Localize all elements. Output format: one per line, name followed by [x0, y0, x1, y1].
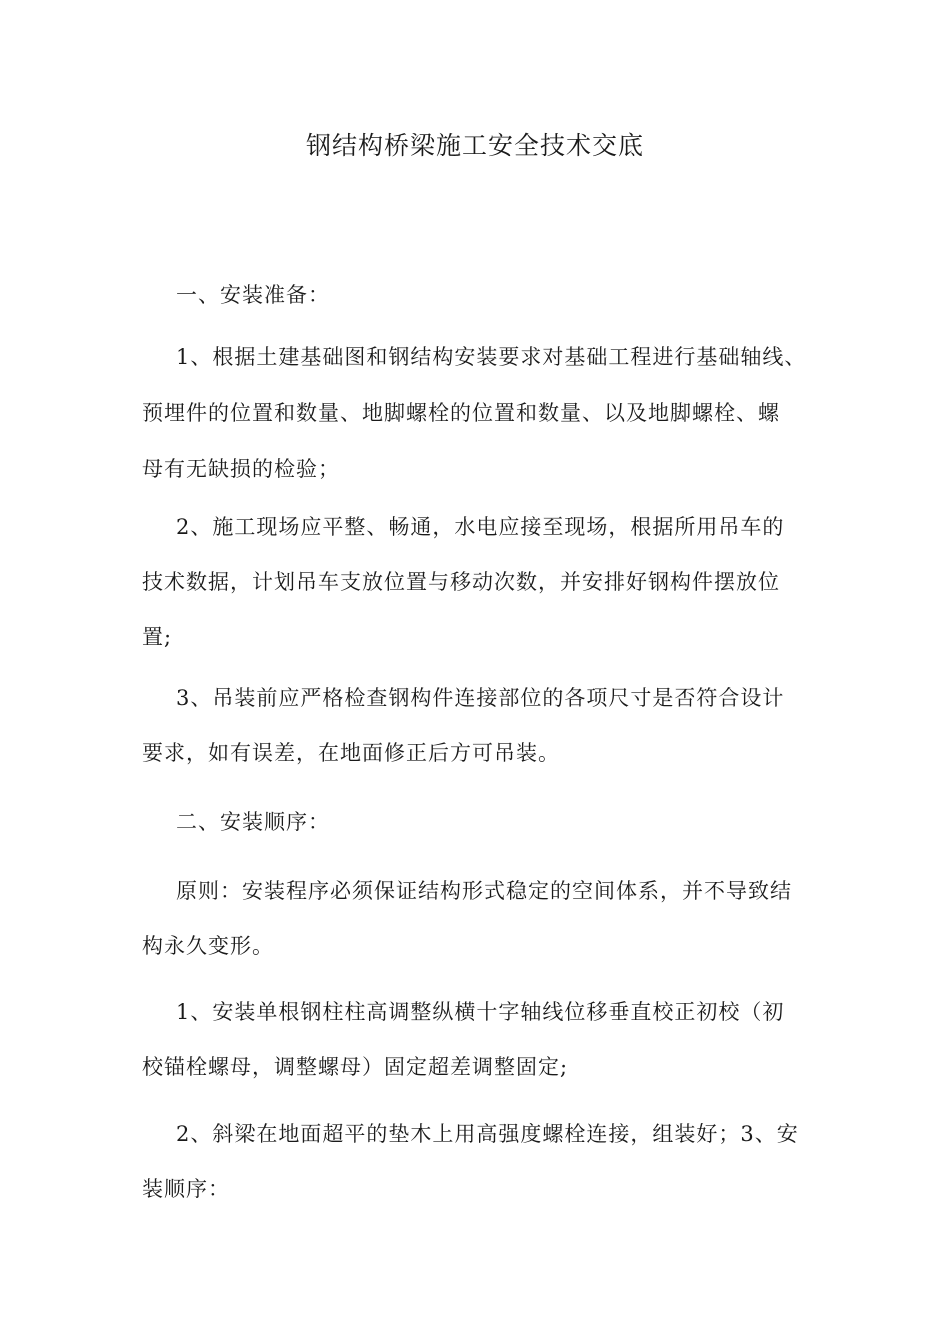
paragraph-line: 装顺序： — [142, 1177, 230, 1201]
paragraph-order-item-2 — [142, 1118, 832, 1205]
paragraph-prep-item-2 — [142, 511, 832, 653]
paragraph-line: 原则：安装程序必须保证结构形式稳定的空间体系，并不导致结 — [176, 879, 792, 903]
paragraph-prep-item-1 — [142, 341, 832, 485]
paragraph-principle — [142, 875, 832, 962]
paragraph-line: 要求，如有误差，在地面修正后方可吊装。 — [142, 741, 560, 765]
paragraph-line: 预埋件的位置和数量、地脚螺栓的位置和数量、以及地脚螺栓、螺 — [142, 401, 780, 425]
paragraph-line: 3、吊装前应严格检查钢构件连接部位的各项尺寸是否符合设计 — [176, 686, 785, 710]
section-heading-installation-prep: 一、安装准备： — [176, 283, 330, 307]
paragraph-line: 2、施工现场应平整、畅通，水电应接至现场，根据所用吊车的 — [176, 515, 785, 539]
paragraph-line: 置; — [142, 625, 173, 649]
paragraph-line: 1、根据土建基础图和钢结构安装要求对基础工程进行基础轴线、 — [176, 345, 807, 369]
paragraph-prep-item-3 — [142, 682, 832, 769]
paragraph-line: 构永久变形。 — [142, 934, 274, 958]
paragraph-order-item-1 — [142, 996, 832, 1083]
paragraph-line: 母有无缺损的检验； — [142, 457, 340, 481]
paragraph-line: 1、安装单根钢柱柱高调整纵横十字轴线位移垂直校正初校（初 — [176, 1000, 785, 1024]
document-title: 钢结构桥梁施工安全技术交底 — [305, 131, 644, 160]
section-heading-installation-order: 二、安装顺序： — [176, 810, 330, 834]
paragraph-line: 2、斜梁在地面超平的垫木上用高强度螺栓连接，组装好；3、安 — [176, 1122, 799, 1146]
paragraph-line: 校锚栓螺母，调整螺母）固定超差调整固定; — [142, 1055, 569, 1079]
paragraph-line: 技术数据，计划吊车支放位置与移动次数，并安排好钢构件摆放位 — [142, 570, 780, 594]
